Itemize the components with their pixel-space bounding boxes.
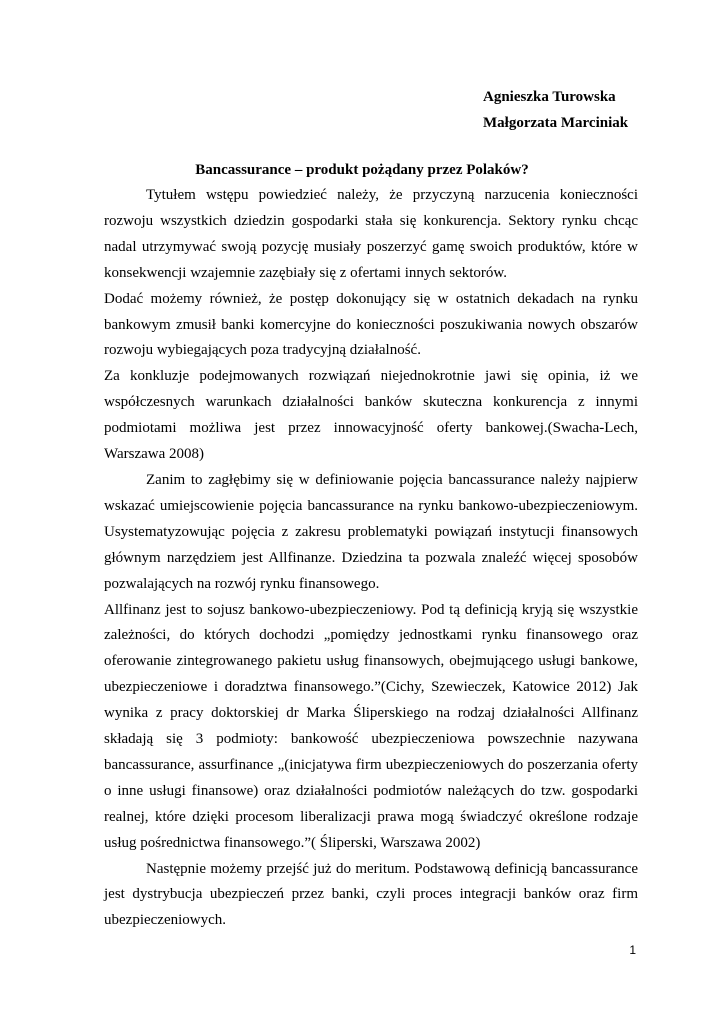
paragraph: Dodać możemy również, że postęp dokonujący się w ostatnich dekadach na rynku bankowym zmusił banki komercyjne do konieczności poszukiwania nowych obszarów rozwoju wybiegających poza tradycyjną działalność. (104, 290, 638, 359)
paragraph: Następnie możemy przejść już do meritum. Podstawową definicją bancassurance jest dystrybucja ubezpieczeń przez banki, czyli proces integracji banków oraz firm ubezpieczeniowych. (104, 860, 638, 929)
page-number: 1 (629, 943, 636, 957)
paragraph: Allfinanz jest to sojusz bankowo-ubezpieczeniowy. Pod tą definicją kryją się wszystkie zależności, do których dochodzi „pomiędzy jednostkami rynku finansowego oraz oferowanie zintegrowanego pakietu usług finansowych, obejmującego usługi bankowe, ubezpieczeniowe i doradztwa finansowego.”(Cichy, Szewieczek, Katowice 2012) Jak wynika z pracy doktorskiej dr Marka Śliperskiego na rodzaj działalności Allfinanz składają się 3 podmioty: bankowość ubezpieczeniowa powszechnie nazywana bancassurance, assurfinance „(inicjatywa firm ubezpieczeniowych do poszerzania oferty o inne usługi finansowe) oraz działalności podmiotów należących do tzw. gospodarki realnej, które dzięki procesom liberalizacji prawa mogą świadczyć określone rodzaje usług pośrednictwa finansowego.”( Śliperski, Warszawa 2002) (104, 601, 638, 851)
document-body (104, 183, 638, 934)
paragraph: Za konkluzje podejmowanych rozwiązań niejednokrotnie jawi się opinia, iż we współczesnych warunkach działalności banków skuteczna konkurencja z innymi podmiotami możliwa jest przez innowacyjność oferty bankowej.(Swacha-Lech, Warszawa 2008) (104, 368, 638, 463)
author-name: Małgorzata Marciniak (483, 115, 629, 131)
author-block (483, 84, 628, 136)
author-name: Agnieszka Turowska (483, 89, 616, 105)
document-title: Bancassurance – produkt pożądany przez Polaków? (195, 162, 529, 178)
paragraph: Zanim to zagłębimy się w definiowanie pojęcia bancassurance należy najpierw wskazać umiejscowienie pojęcia bancassurance na rynku bankowo-ubezpieczeniowym. Usystematyzowując pojęcia z zakresu problematyki powiązań instytucji finansowych głównym narzędziem jest Allfinanze. Dziedzina ta pozwala znaleźć więcej sposobów pozwalających na rozwój rynku finansowego. (104, 471, 638, 592)
paragraph: Tytułem wstępu powiedzieć należy, że przyczyną narzucenia konieczności rozwoju wszystkich dziedzin gospodarki stała się konkurencja. Sektory rynku chcąc nadal utrzymywać swoją pozycję musiały poszerzyć gamę swoich produktów, które w konsekwencji wzajemnie zazębiały się z ofertami innych sektorów. (104, 187, 638, 281)
